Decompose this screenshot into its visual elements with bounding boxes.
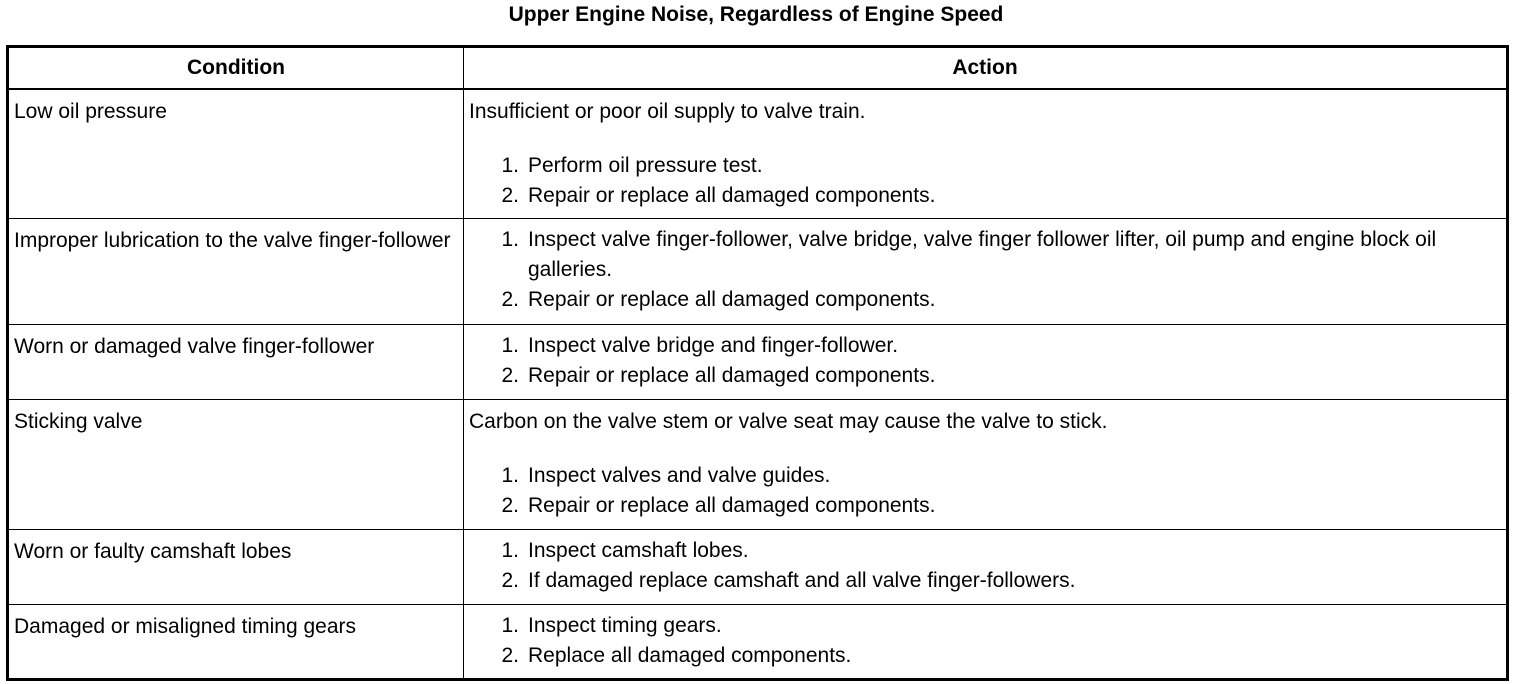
- step-number: 1.: [501, 613, 519, 637]
- step-text: Repair or replace all damaged components.: [528, 493, 936, 517]
- step-text: Inspect timing gears.: [528, 613, 722, 637]
- action-step: [469, 641, 1502, 671]
- step-number: 2.: [501, 363, 519, 387]
- action-cell: [464, 89, 1508, 218]
- diagnostic-table: [6, 45, 1509, 681]
- condition-cell: Sticking valve: [8, 399, 464, 529]
- action-steps: [469, 536, 1502, 596]
- action-cell: [464, 529, 1508, 604]
- action-steps: [469, 331, 1502, 391]
- step-text: Inspect valves and valve guides.: [528, 463, 831, 487]
- action-intro: Insufficient or poor oil supply to valve train.: [469, 100, 866, 123]
- action-step: [469, 536, 1502, 566]
- action-step: [469, 611, 1502, 641]
- step-number: 2.: [501, 568, 519, 592]
- action-step: [469, 331, 1502, 361]
- action-cell: [464, 218, 1508, 324]
- action-steps: [469, 611, 1502, 671]
- table-row: [8, 604, 1508, 679]
- table-row: [8, 89, 1508, 218]
- step-text: Inspect camshaft lobes.: [528, 538, 749, 562]
- step-number: 2.: [501, 287, 519, 311]
- step-number: 2.: [501, 184, 519, 207]
- action-step: [469, 566, 1502, 596]
- step-number: 1.: [501, 538, 519, 562]
- column-header-action: Action: [464, 47, 1508, 90]
- step-number: 1.: [501, 463, 519, 487]
- condition-cell: Worn or faulty camshaft lobes: [8, 529, 464, 604]
- step-number: 2.: [501, 643, 519, 667]
- action-step: [469, 491, 1502, 521]
- action-steps: [469, 151, 1502, 211]
- step-text: Repair or replace all damaged components.: [528, 184, 936, 207]
- action-step: [469, 151, 1502, 181]
- step-number: 1.: [501, 333, 519, 357]
- table-row: [8, 324, 1508, 399]
- step-text: If damaged replace camshaft and all valve finger-followers.: [528, 568, 1076, 592]
- action-step: [469, 361, 1502, 391]
- action-step: [469, 225, 1502, 285]
- step-text: Replace all damaged components.: [528, 643, 852, 667]
- condition-cell: Worn or damaged valve finger-follower: [8, 324, 464, 399]
- action-step: [469, 461, 1502, 491]
- step-text: Repair or replace all damaged components.: [528, 287, 936, 311]
- table-row: [8, 218, 1508, 324]
- step-text: Perform oil pressure test.: [528, 154, 763, 177]
- step-text: Repair or replace all damaged components.: [528, 363, 936, 387]
- condition-cell: Low oil pressure: [8, 89, 464, 218]
- step-number: 2.: [501, 493, 519, 517]
- action-steps: [469, 225, 1502, 315]
- action-steps: [469, 461, 1502, 521]
- action-step: [469, 285, 1502, 315]
- condition-cell: Damaged or misaligned timing gears: [8, 604, 464, 679]
- condition-cell: Improper lubrication to the valve finger-follower: [8, 218, 464, 324]
- column-header-condition: Condition: [8, 47, 464, 90]
- action-cell: [464, 604, 1508, 679]
- table-row: [8, 529, 1508, 604]
- action-intro: Carbon on the valve stem or valve seat may cause the valve to stick.: [469, 409, 1108, 433]
- table-row: [8, 399, 1508, 529]
- table-header-row: [8, 47, 1508, 90]
- step-number: 1.: [501, 227, 519, 251]
- action-cell: [464, 324, 1508, 399]
- page-title: Upper Engine Noise, Regardless of Engine Speed: [508, 3, 1004, 26]
- action-step: [469, 181, 1502, 211]
- step-text: Inspect valve bridge and finger-follower.: [528, 333, 899, 357]
- step-text: Inspect valve finger-follower, valve bridge, valve finger follower lifter, oil pump and engine block oil galleries.: [528, 227, 1437, 281]
- action-cell: [464, 399, 1508, 529]
- step-number: 1.: [501, 154, 519, 177]
- table-body: [8, 89, 1508, 679]
